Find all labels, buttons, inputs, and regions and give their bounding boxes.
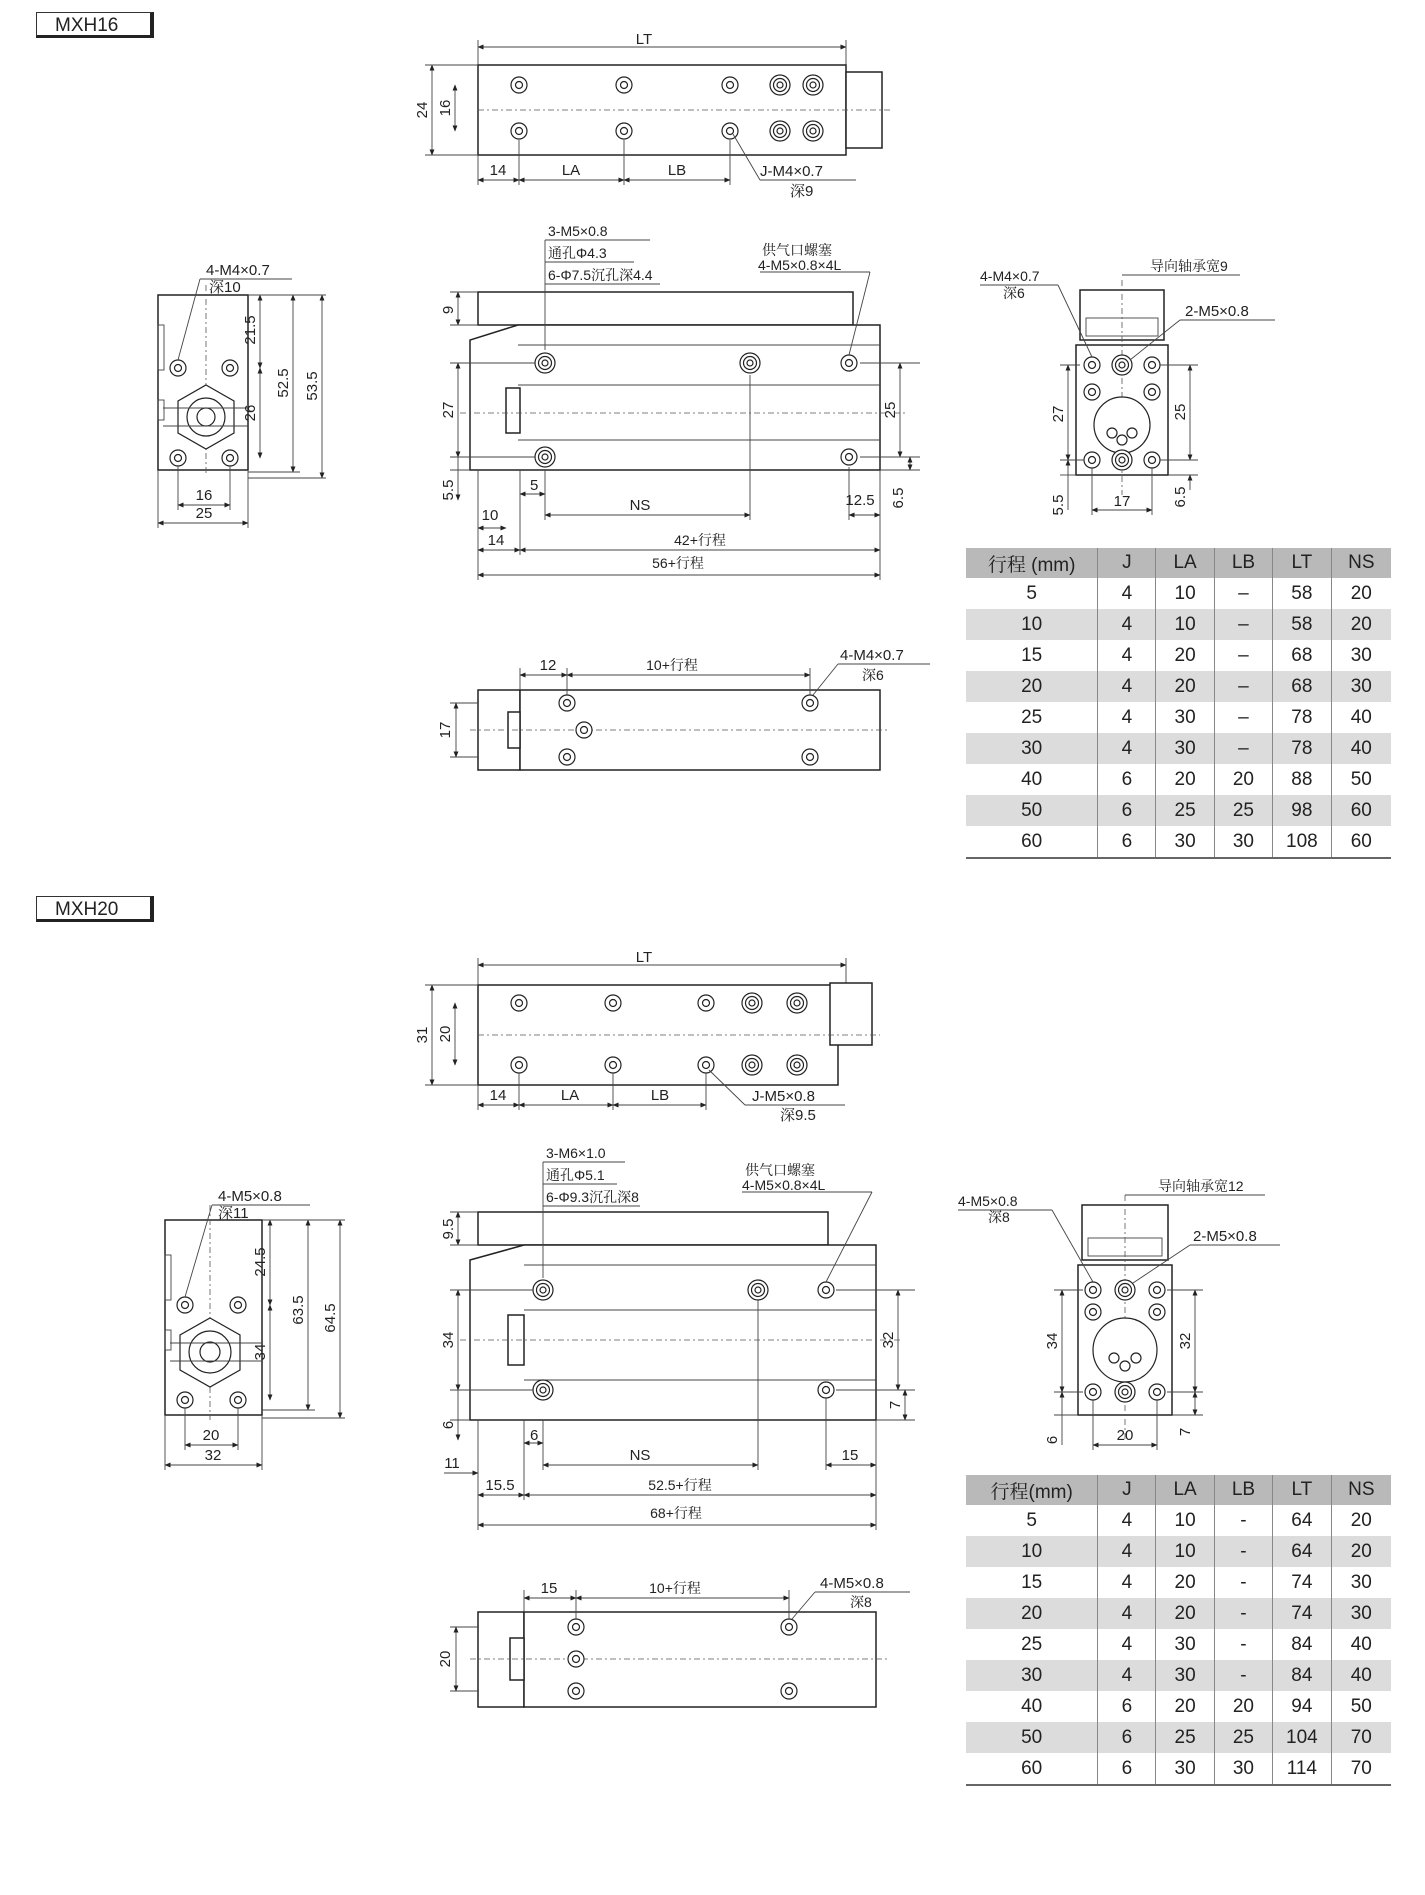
dim-9-5: 9.5	[440, 1218, 457, 1240]
table-cell: 60	[1331, 795, 1391, 826]
table-cell: -	[1214, 1567, 1272, 1598]
table-cell: 30	[1331, 671, 1391, 702]
table-cell: 30	[1214, 826, 1272, 858]
front-dim-6-5: 6.5	[1172, 486, 1189, 508]
table-row	[966, 733, 1391, 764]
dim-11: 11	[444, 1455, 460, 1472]
dim-lt: LT	[635, 31, 653, 48]
table-cell: 10	[966, 609, 1098, 640]
table-cell: 30	[1214, 1753, 1272, 1785]
dim-15-5: 15.5	[485, 1477, 515, 1494]
mxh16-end-view	[158, 262, 326, 528]
end-callout-depth: 深10	[209, 279, 241, 296]
table-cell: 50	[966, 1722, 1098, 1753]
table-cell: 78	[1273, 733, 1332, 764]
dim-52-5: 52.5	[275, 368, 292, 398]
table-cell: 40	[1331, 1629, 1391, 1660]
model-tag-mxh20: MXH20	[36, 896, 154, 922]
table-cell: 4	[1098, 1536, 1156, 1567]
table-cell: 94	[1273, 1691, 1332, 1722]
side-callout-port: 4-M5×0.8×4L	[742, 1177, 826, 1193]
bottom-dim-12: 12	[539, 657, 557, 674]
table-cell: 74	[1273, 1598, 1332, 1629]
table-cell: 20	[1156, 1567, 1214, 1598]
table-cell: 4	[1098, 1567, 1156, 1598]
side-callout-through: 通孔Φ5.1	[546, 1167, 605, 1183]
table-row	[966, 1536, 1391, 1567]
table-row	[966, 1567, 1391, 1598]
table-cell: 50	[966, 795, 1098, 826]
table-cell: 30	[1156, 702, 1214, 733]
table-cell: 20	[1156, 1691, 1214, 1722]
table-cell: 6	[1098, 1753, 1156, 1785]
front-port: 2-M5×0.8	[1185, 303, 1249, 320]
table-cell: 30	[966, 733, 1098, 764]
table-header-cell: 行程 (mm)	[966, 548, 1098, 578]
dim-lt: LT	[635, 949, 653, 966]
table-cell: -	[1214, 1629, 1272, 1660]
table-cell: 88	[1273, 764, 1332, 795]
side-callout-through: 通孔Φ4.3	[548, 245, 607, 261]
side-callout-port: 4-M5×0.8×4L	[758, 257, 842, 273]
table-cell: –	[1214, 733, 1272, 764]
callout-thread: J-M4×0.7	[760, 163, 823, 180]
table-row	[966, 826, 1391, 858]
mxh20-top-view	[414, 949, 880, 1124]
table-row	[966, 1629, 1391, 1660]
bottom-callout-depth: 深8	[850, 1594, 872, 1610]
table-cell: 4	[1098, 609, 1156, 640]
dim-24-5: 24.5	[252, 1247, 269, 1277]
dim-24: 24	[414, 101, 431, 119]
table-cell: 4	[1098, 702, 1156, 733]
table-cell: 20	[1331, 1505, 1391, 1536]
table-cell: 60	[966, 1753, 1098, 1785]
dim-34: 34	[252, 1343, 269, 1361]
table-cell: 68	[1273, 640, 1332, 671]
table-cell: 30	[1156, 826, 1214, 858]
table-cell: 84	[1273, 1660, 1332, 1691]
front-dim-34: 34	[1044, 1332, 1061, 1350]
front-callout-depth: 深6	[1003, 285, 1025, 301]
table-cell: 4	[1098, 733, 1156, 764]
mxh20-end-view	[165, 1188, 345, 1470]
mxh20-dimension-table	[966, 1475, 1391, 1786]
bottom-dim-20: 20	[437, 1650, 454, 1668]
model-tag-mxh16: MXH16	[36, 12, 154, 38]
table-cell: 60	[966, 826, 1098, 858]
mxh20-bottom-view	[437, 1575, 910, 1707]
front-dim-6: 6	[1044, 1435, 1061, 1445]
front-dim-7: 7	[1177, 1427, 1194, 1437]
table-cell: 40	[1021, 768, 1043, 790]
front-callout-thread: 4-M5×0.8	[958, 1193, 1018, 1209]
dim-25-b: 25	[195, 505, 213, 522]
table-cell: 10	[1156, 1505, 1214, 1536]
dim-32-r: 32	[880, 1331, 897, 1349]
table-cell: 6	[1098, 1722, 1156, 1753]
table-cell: 68	[1273, 671, 1332, 702]
side-callout-counterbore: 6-Φ9.3沉孔深8	[546, 1189, 639, 1205]
table-cell: 40	[1331, 702, 1391, 733]
mxh16-side-view	[440, 223, 920, 580]
dim-63-5: 63.5	[290, 1295, 307, 1325]
dim-31: 31	[414, 1026, 431, 1044]
front-dim-27: 27	[1050, 405, 1067, 423]
table-cell: 78	[1273, 702, 1332, 733]
dim-lb: LB	[650, 1087, 670, 1104]
table-cell: 20	[1331, 578, 1391, 609]
table-cell: 64	[1273, 1505, 1332, 1536]
side-callout-counterbore: 6-Φ7.5沉孔深4.4	[548, 267, 653, 283]
bottom-dim-stroke: 10+行程	[649, 1580, 701, 1596]
table-cell: –	[1214, 702, 1272, 733]
dim-la: LA	[561, 162, 581, 179]
table-cell: 25	[1156, 1722, 1214, 1753]
bottom-callout-thread: 4-M4×0.7	[840, 647, 904, 664]
dim-10: 10	[481, 507, 499, 524]
table-cell: 10	[966, 1536, 1098, 1567]
front-callout-depth: 深8	[988, 1209, 1010, 1225]
front-dim-32: 32	[1177, 1332, 1194, 1350]
dim-15-r: 15	[841, 1447, 859, 1464]
table-cell: 74	[1273, 1567, 1332, 1598]
table-header-cell: LT	[1273, 548, 1332, 578]
table-cell: 50	[1331, 1691, 1391, 1722]
table-cell: 20	[1214, 764, 1272, 795]
table-row	[966, 609, 1391, 640]
table-header-cell: LA	[1156, 1475, 1214, 1505]
table-cell: 30	[1156, 733, 1214, 764]
dim-52-stroke: 52.5+行程	[648, 1477, 712, 1493]
dim-16-b: 16	[195, 487, 213, 504]
table-cell: 40	[1331, 1660, 1391, 1691]
table-cell: 20	[1156, 764, 1214, 795]
table-header-cell: LB	[1214, 1475, 1272, 1505]
table-cell: 5	[1026, 1509, 1037, 1531]
side-callout-plug: 供气口螺塞	[745, 1162, 815, 1178]
table-cell: 4	[1098, 671, 1156, 702]
table-cell: –	[1214, 640, 1272, 671]
mxh16-bottom-view	[437, 647, 930, 770]
table-cell: 6	[1098, 795, 1156, 826]
bottom-dim-15: 15	[540, 1580, 558, 1597]
callout-depth: 深9.5	[780, 1107, 816, 1124]
table-cell: 4	[1098, 578, 1156, 609]
dim-6-b: 6	[530, 1427, 539, 1444]
table-cell: 30	[1331, 1567, 1391, 1598]
table-cell: 15	[1021, 644, 1043, 666]
table-cell: 50	[1331, 764, 1391, 795]
table-header-cell: NS	[1331, 548, 1391, 578]
dim-68-stroke: 68+行程	[650, 1505, 702, 1521]
table-row	[966, 1691, 1391, 1722]
table-cell: 25	[1021, 706, 1043, 728]
table-cell: 70	[1331, 1722, 1391, 1753]
dim-32-b: 32	[204, 1447, 222, 1464]
table-cell: 4	[1098, 1598, 1156, 1629]
table-row	[966, 1660, 1391, 1691]
dim-ns: NS	[629, 497, 651, 514]
mxh16-dimension-table	[966, 548, 1391, 859]
front-dim-5-5: 5.5	[1050, 494, 1067, 516]
dim-42-stroke: 42+行程	[674, 532, 726, 548]
table-cell: 30	[1331, 1598, 1391, 1629]
dim-7-r: 7	[887, 1400, 904, 1410]
dim-25-r: 25	[882, 401, 899, 419]
table-cell: 6	[1098, 826, 1156, 858]
dim-53-5: 53.5	[304, 371, 321, 401]
dim-27: 27	[440, 401, 457, 419]
table-cell: 4	[1098, 1629, 1156, 1660]
table-row	[966, 764, 1391, 795]
end-callout-depth: 深11	[218, 1205, 249, 1222]
callout-depth: 深9	[790, 183, 814, 200]
table-cell: 60	[1331, 826, 1391, 858]
side-callout-thread: 3-M6×1.0	[546, 1145, 606, 1161]
table-cell: 104	[1273, 1722, 1332, 1753]
dim-34-s: 34	[440, 1331, 457, 1349]
table-cell: -	[1214, 1660, 1272, 1691]
table-row	[966, 671, 1391, 702]
table-cell: 30	[1156, 1753, 1214, 1785]
table-cell: 70	[1331, 1753, 1391, 1785]
table-cell: 25	[1156, 795, 1214, 826]
table-cell: 30	[1331, 640, 1391, 671]
table-cell: 4	[1098, 1660, 1156, 1691]
table-cell: –	[1214, 578, 1272, 609]
table-cell: 20	[966, 1598, 1098, 1629]
table-cell: 25	[1214, 795, 1272, 826]
dim-la: LA	[560, 1087, 580, 1104]
table-cell: 5	[1026, 582, 1037, 604]
table-row	[966, 1753, 1391, 1785]
side-callout-thread: 3-M5×0.8	[548, 223, 608, 239]
dim-12-5: 12.5	[845, 492, 875, 509]
front-bearing-width: 导向轴承宽12	[1158, 1178, 1244, 1194]
front-dim-25: 25	[1172, 403, 1189, 421]
bottom-callout-thread: 4-M5×0.8	[820, 1575, 884, 1592]
table-cell: 10	[1156, 578, 1214, 609]
front-bearing-width: 导向轴承宽9	[1150, 258, 1228, 274]
mxh20-front-view	[958, 1178, 1280, 1450]
side-callout-plug: 供气口螺塞	[762, 242, 832, 258]
dim-9: 9	[440, 305, 457, 315]
dim-14: 14	[489, 1087, 507, 1104]
dim-16: 16	[437, 99, 454, 117]
table-cell: 40	[1021, 1695, 1043, 1717]
table-cell: 20	[1331, 1536, 1391, 1567]
table-cell: -	[1214, 1505, 1272, 1536]
table-cell: 25	[1214, 1722, 1272, 1753]
mxh20-side-view	[440, 1145, 915, 1530]
bottom-dim-stroke: 10+行程	[646, 657, 698, 673]
table-row	[966, 578, 1391, 609]
table-cell: 4	[1098, 640, 1156, 671]
table-cell: –	[1214, 671, 1272, 702]
dim-20-b: 20	[202, 1427, 220, 1444]
dim-6-5: 6.5	[890, 487, 907, 509]
table-cell: 4	[1098, 1505, 1156, 1536]
dim-14: 14	[489, 162, 507, 179]
table-cell: 30	[1156, 1660, 1214, 1691]
dim-64-5: 64.5	[322, 1303, 339, 1333]
table-row	[966, 1598, 1391, 1629]
dim-5-s: 5	[530, 477, 539, 494]
table-cell: 6	[1098, 764, 1156, 795]
table-cell: 64	[1273, 1536, 1332, 1567]
table-header-cell: J	[1098, 548, 1156, 578]
table-header-cell: LB	[1214, 548, 1272, 578]
front-callout-thread: 4-M4×0.7	[980, 268, 1040, 284]
dim-6-s: 6	[440, 1420, 457, 1430]
table-cell: 108	[1273, 826, 1332, 858]
end-callout-thread: 4-M5×0.8	[218, 1188, 282, 1205]
dim-lb: LB	[667, 162, 687, 179]
mxh16-front-view	[980, 258, 1275, 515]
table-cell: –	[1214, 609, 1272, 640]
table-cell: 20	[966, 671, 1098, 702]
table-cell: 20	[1331, 609, 1391, 640]
dim-ns: NS	[629, 1447, 651, 1464]
dim-21-5: 21.5	[242, 315, 259, 345]
table-row	[966, 1505, 1391, 1536]
table-row	[966, 795, 1391, 826]
table-cell: -	[1214, 1536, 1272, 1567]
table-cell: 30	[1156, 1629, 1214, 1660]
table-row	[966, 1722, 1391, 1753]
table-cell: 15	[1021, 1571, 1043, 1593]
table-header-cell: LA	[1156, 548, 1214, 578]
callout-thread: J-M5×0.8	[752, 1088, 815, 1105]
end-callout-thread: 4-M4×0.7	[206, 262, 270, 279]
dim-14-s: 14	[487, 532, 505, 549]
dim-56-stroke: 56+行程	[652, 555, 704, 571]
table-cell: 98	[1273, 795, 1332, 826]
table-header-cell: 行程(mm)	[966, 1475, 1098, 1505]
dim-5-5: 5.5	[440, 479, 457, 501]
table-row	[966, 702, 1391, 733]
dim-20: 20	[437, 1025, 454, 1043]
table-header	[966, 1475, 1391, 1505]
table-cell: 84	[1273, 1629, 1332, 1660]
table-cell: 20	[1156, 671, 1214, 702]
table-cell: 25	[1021, 1633, 1043, 1655]
table-header-cell: NS	[1331, 1475, 1391, 1505]
table-cell: 20	[1214, 1691, 1272, 1722]
bottom-dim-17: 17	[437, 721, 454, 739]
table-header	[966, 548, 1391, 578]
table-cell: 20	[1156, 1598, 1214, 1629]
bottom-callout-depth: 深6	[862, 667, 884, 683]
table-cell: 30	[966, 1660, 1098, 1691]
front-dim-17: 17	[1113, 493, 1131, 510]
table-cell: 114	[1273, 1753, 1332, 1785]
table-cell: 10	[1156, 1536, 1214, 1567]
table-row	[966, 640, 1391, 671]
table-cell: -	[1214, 1598, 1272, 1629]
table-header-cell: LT	[1273, 1475, 1332, 1505]
table-cell: 10	[1156, 609, 1214, 640]
dim-26: 26	[242, 404, 259, 422]
front-port: 2-M5×0.8	[1193, 1228, 1257, 1245]
table-cell: 58	[1273, 609, 1332, 640]
table-cell: 58	[1273, 578, 1332, 609]
table-cell: 20	[1156, 640, 1214, 671]
front-dim-20: 20	[1116, 1427, 1134, 1444]
mxh16-top-view	[414, 31, 890, 200]
table-cell: 40	[1331, 733, 1391, 764]
table-cell: 6	[1098, 1691, 1156, 1722]
table-header-cell: J	[1098, 1475, 1156, 1505]
